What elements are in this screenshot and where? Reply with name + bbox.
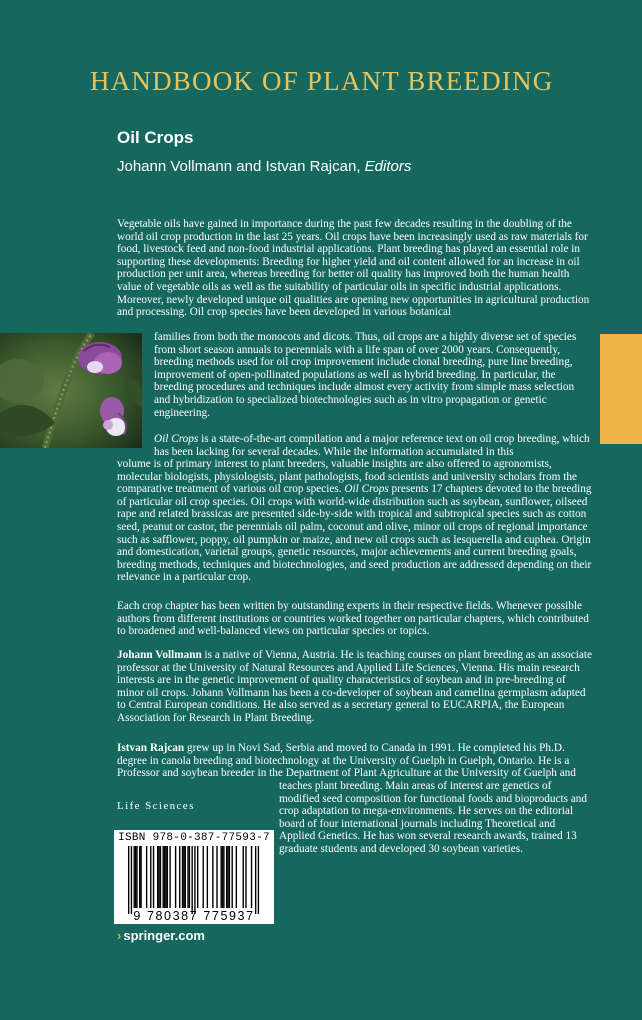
para2-text-a: volume is of primary interest to plant breeders, valuable insights are also offered to agronomists, molecular biologists, physiologists, plant pathologists, food scientists and university scholars from the comparative treatment of various oil crop species. bbox=[117, 458, 577, 496]
publisher-url bbox=[117, 928, 205, 943]
barcode-bar bbox=[183, 846, 184, 908]
barcode-bar bbox=[153, 846, 154, 908]
para2-indent-text: is a state-of-the-art compilation and a major reference text on oil crop breeding, which has been lacking for several decades. While the information accumulated in this bbox=[154, 433, 590, 458]
book-title-italic: Oil Crops bbox=[154, 433, 199, 445]
barcode-bar bbox=[139, 846, 140, 908]
barcode-bar bbox=[251, 846, 252, 908]
barcode-bar bbox=[164, 846, 165, 908]
para2-text-b: presents 17 chapters devoted to the breeding of particular oil crop species. Oil crops with world-wide distribution such as soybean, sunflower, oilseed rape and related brassicas are presented side-by-side with tropical and subtropical species such as cotton seed, peanut or castor, the perennials oil palm, coconut and olive, minor oil crops of regional importance such as safflower, poppy, oil pumpkin or maize, and new oil crops such as lesquerella and cuphea. Origin and domestication, varietal groups, genetic resources, major achievements and current breeding goals, breeding methods, techniques and biotechnologies, and seed production are addressed depending on their relevance in a particular crop. bbox=[117, 483, 592, 584]
color-tab bbox=[600, 334, 642, 444]
editor-bio-2-indent: teaches plant breeding. Main areas of interest are genetics of modified seed composition for functional foods and bioproducts and crop adaptation to mega-environments. He serves on the editorial board of four international journals including Theoretical and Applied Genetics. He has won several research awards, trained 13 graduate students and developed 30 soybean varieties. bbox=[279, 780, 588, 855]
barcode-bar bbox=[203, 846, 204, 908]
barcode-bar bbox=[227, 846, 228, 908]
bio1-text: is a native of Vienna, Austria. He is teaching courses on plant breeding as an associate professor at the University of Natural Resources and Applied Life Sciences, Vienna. His main research interests are in the genetic improvement of quality characteristics of soybean and in pre-breeding of minor oil crops. Johann Vollmann has been a co-developer of soybean and camelina germplasm adapted to Central European conditions. He also served as a secretary general to EUCARPIA, the European Association for Research in Plant Breeding. bbox=[117, 649, 592, 724]
editor-bio-1 bbox=[117, 649, 592, 725]
barcode-bar bbox=[163, 846, 164, 908]
barcode-bar bbox=[191, 846, 192, 914]
book-title: Oil Crops bbox=[117, 128, 194, 147]
barcode-bar bbox=[216, 846, 217, 908]
barcode-bar bbox=[131, 846, 132, 914]
barcode-bar bbox=[226, 846, 227, 908]
barcode-bar bbox=[182, 846, 183, 908]
book-title-italic-2: Oil Crops bbox=[344, 483, 389, 496]
barcode-bar bbox=[136, 846, 137, 908]
barcode-bar bbox=[220, 846, 221, 908]
description-paragraph-3: Each crop chapter has been written by outstanding experts in their respective fields. Whenever possible authors from different institutions or countries worked together on particular chapters, which contributed to broadened and well-balanced views on particular species or topics. bbox=[117, 600, 589, 638]
barcode-bar bbox=[140, 846, 141, 908]
publisher-url-text: springer.com bbox=[123, 928, 205, 943]
editor-bio-2 bbox=[117, 742, 592, 780]
barcode-bar bbox=[179, 846, 180, 908]
barcode-bar bbox=[194, 846, 195, 914]
barcode-bar bbox=[207, 846, 208, 908]
barcode-bar bbox=[236, 846, 237, 908]
description-paragraph-1-indent: families from both the monocots and dicots. Thus, oil crops are a highly diverse set of species from short season annuals to perennials with a life span of over 2000 years. Consequently, breeding methods used for oil crop improvement include clonal breeding, pure line breeding, improvement of open-pollinated populations as well as hybrid breeding. In particular, the breeding procedures and techniques include almost every activity from simple mass selection and hybridization to specialized biotechnologies such as in vitro propagation or genetic engineering. bbox=[154, 331, 577, 419]
flower-illustration bbox=[0, 333, 142, 448]
bio1-name: Johann Vollmann bbox=[117, 649, 202, 661]
barcode-bar bbox=[146, 846, 147, 908]
description-paragraph-1: Vegetable oils have gained in importance during the past few decades resulting in the doubling of the world oil crop production in the last 25 years. Oil crops have been increasingly used as raw materials for food, livestock feed and non-food industrial applications. Plant breeding has played an essential role in supporting these developments: Breeding for higher yield and oil content allowed for an increase in oil production per unit area, whereas breeding for better oil quality has improved both the human health value of vegetable oils as well as the suitability of particular oils in specific industrial applications. Moreover, newly developed unique oil qualities are opening new opportunities in agricultural production and processing. Oil crop species have been developed in various botanical bbox=[117, 218, 590, 319]
editors-names: Johann Vollmann and Istvan Rajcan, bbox=[117, 158, 365, 175]
bio2-text: grew up in Novi Sad, Serbia and moved to Canada in 1991. He completed his Ph.D. degree in canola breeding and biotechnology at the University of Guelph in Guelph, Ontario. He is a Professor and soybean breeder in the Department of Plant Agriculture at the University of Guelph and bbox=[117, 742, 576, 780]
flower-photo bbox=[0, 333, 142, 448]
barcode-bar bbox=[243, 846, 244, 908]
subject-label: Life Sciences bbox=[117, 800, 195, 812]
barcode-digits: 9 780387 775937 bbox=[133, 909, 255, 923]
barcode-bar bbox=[175, 846, 176, 908]
barcode bbox=[114, 830, 274, 924]
barcode-bar bbox=[134, 846, 135, 908]
barcode-bar bbox=[169, 846, 170, 908]
barcode-bar bbox=[255, 846, 256, 914]
arrow-icon: › bbox=[117, 928, 122, 943]
description-paragraph-2 bbox=[117, 458, 592, 584]
barcode-bar bbox=[150, 846, 151, 908]
barcode-bar bbox=[258, 846, 259, 914]
barcode-bar bbox=[135, 846, 136, 908]
editors-line bbox=[117, 158, 411, 175]
barcode-bar bbox=[187, 846, 188, 908]
editors-role: Editors bbox=[364, 158, 412, 175]
isbn-text: ISBN 978-0-387-77593-7 bbox=[118, 832, 270, 844]
barcode-bar bbox=[158, 846, 159, 908]
barcode-bar bbox=[223, 846, 224, 908]
barcode-bar bbox=[222, 846, 223, 908]
barcode-bar bbox=[197, 846, 198, 908]
barcode-bar bbox=[157, 846, 158, 908]
barcode-bar bbox=[212, 846, 213, 908]
description-paragraph-2-indent bbox=[154, 433, 592, 458]
barcode-bar bbox=[165, 846, 166, 908]
barcode-bar bbox=[185, 846, 186, 908]
barcode-bar bbox=[167, 846, 168, 908]
bio2-name: Istvan Rajcan bbox=[117, 742, 185, 754]
barcode-bar bbox=[160, 846, 161, 908]
barcode-bar bbox=[229, 846, 230, 908]
barcode-bar bbox=[245, 846, 246, 908]
barcode-bar bbox=[128, 846, 129, 914]
series-title: HANDBOOK OF PLANT BREEDING bbox=[90, 66, 554, 96]
barcode-bar bbox=[189, 846, 190, 908]
barcode-bar bbox=[232, 846, 233, 908]
